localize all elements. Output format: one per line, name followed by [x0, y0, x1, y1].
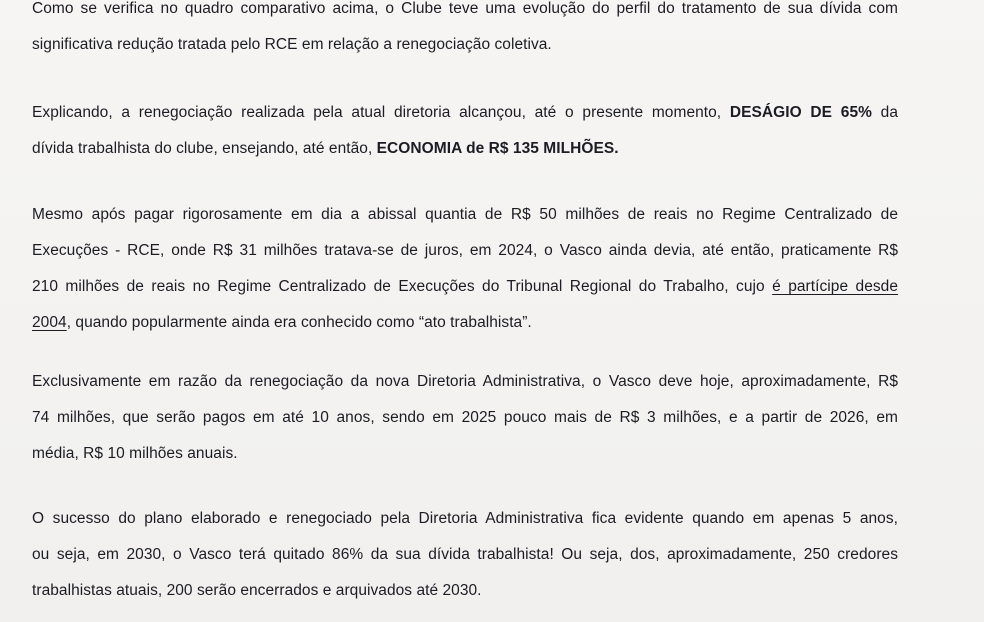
text-line: média, R$ 10 milhões anuais.: [32, 445, 238, 462]
highlight-discount: DESÁGIO DE 65%: [729, 104, 872, 121]
paragraph-rce-history: [32, 197, 898, 341]
text-line: trabalhistas atuais, 200 serão encerrados e arquivados até 2030.: [32, 582, 482, 599]
text-line: O sucesso do plano elaborado e renegociado pela Diretoria Administrativa fica evidente quando em apenas 5 anos,: [32, 510, 898, 527]
paragraph-current-debt: [32, 364, 898, 472]
text-line: [32, 269, 898, 305]
text-segment: 210 milhões de reais no Regime Centralizado de Execuções do Tribunal Regional do Trabalho, cujo: [32, 278, 765, 295]
highlight-savings: ECONOMIA de R$ 135 MILHÕES.: [376, 140, 619, 157]
paragraph-plan-success: [32, 501, 898, 609]
underlined-year: 2004: [32, 314, 67, 331]
text-line: ou seja, em 2030, o Vasco terá quitado 86% da sua dívida trabalhista! Ou seja, dos, aproximadamente, 250 credores: [32, 546, 898, 563]
text-line: [32, 131, 898, 167]
paragraph-comparison: [32, 0, 898, 63]
text-line: Execuções - RCE, onde R$ 31 milhões tratava-se de juros, em 2024, o Vasco ainda devia, até então, praticamente R$: [32, 242, 898, 259]
underlined-text: é partícipe desde: [772, 278, 899, 295]
text-segment: da: [880, 104, 899, 121]
text-line: 74 milhões, que serão pagos em até 10 anos, sendo em 2025 pouco mais de R$ 3 milhões, e a partir de 2026, em: [32, 409, 898, 426]
text-segment: Explicando, a renegociação realizada pela atual diretoria alcançou, até o presente momento,: [32, 104, 722, 121]
text-line: Exclusivamente em razão da renegociação da nova Diretoria Administrativa, o Vasco deve hoje, aproximadamente, R$: [32, 373, 898, 390]
text-line: [32, 305, 898, 341]
text-segment: , quando popularmente ainda era conhecido como “ato trabalhista”.: [66, 314, 532, 331]
text-line: [32, 95, 898, 131]
text-line: Mesmo após pagar rigorosamente em dia a abissal quantia de R$ 50 milhões de reais no Regime Centralizado de: [32, 206, 898, 223]
text-line: Como se verifica no quadro comparativo acima, o Clube teve uma evolução do perfil do tratamento de sua dívida com: [32, 0, 898, 17]
text-line: significativa redução tratada pelo RCE em relação a renegociação coletiva.: [32, 36, 552, 53]
paragraph-discount: [32, 95, 898, 167]
text-segment: dívida trabalhista do clube, ensejando, até então,: [32, 140, 373, 157]
